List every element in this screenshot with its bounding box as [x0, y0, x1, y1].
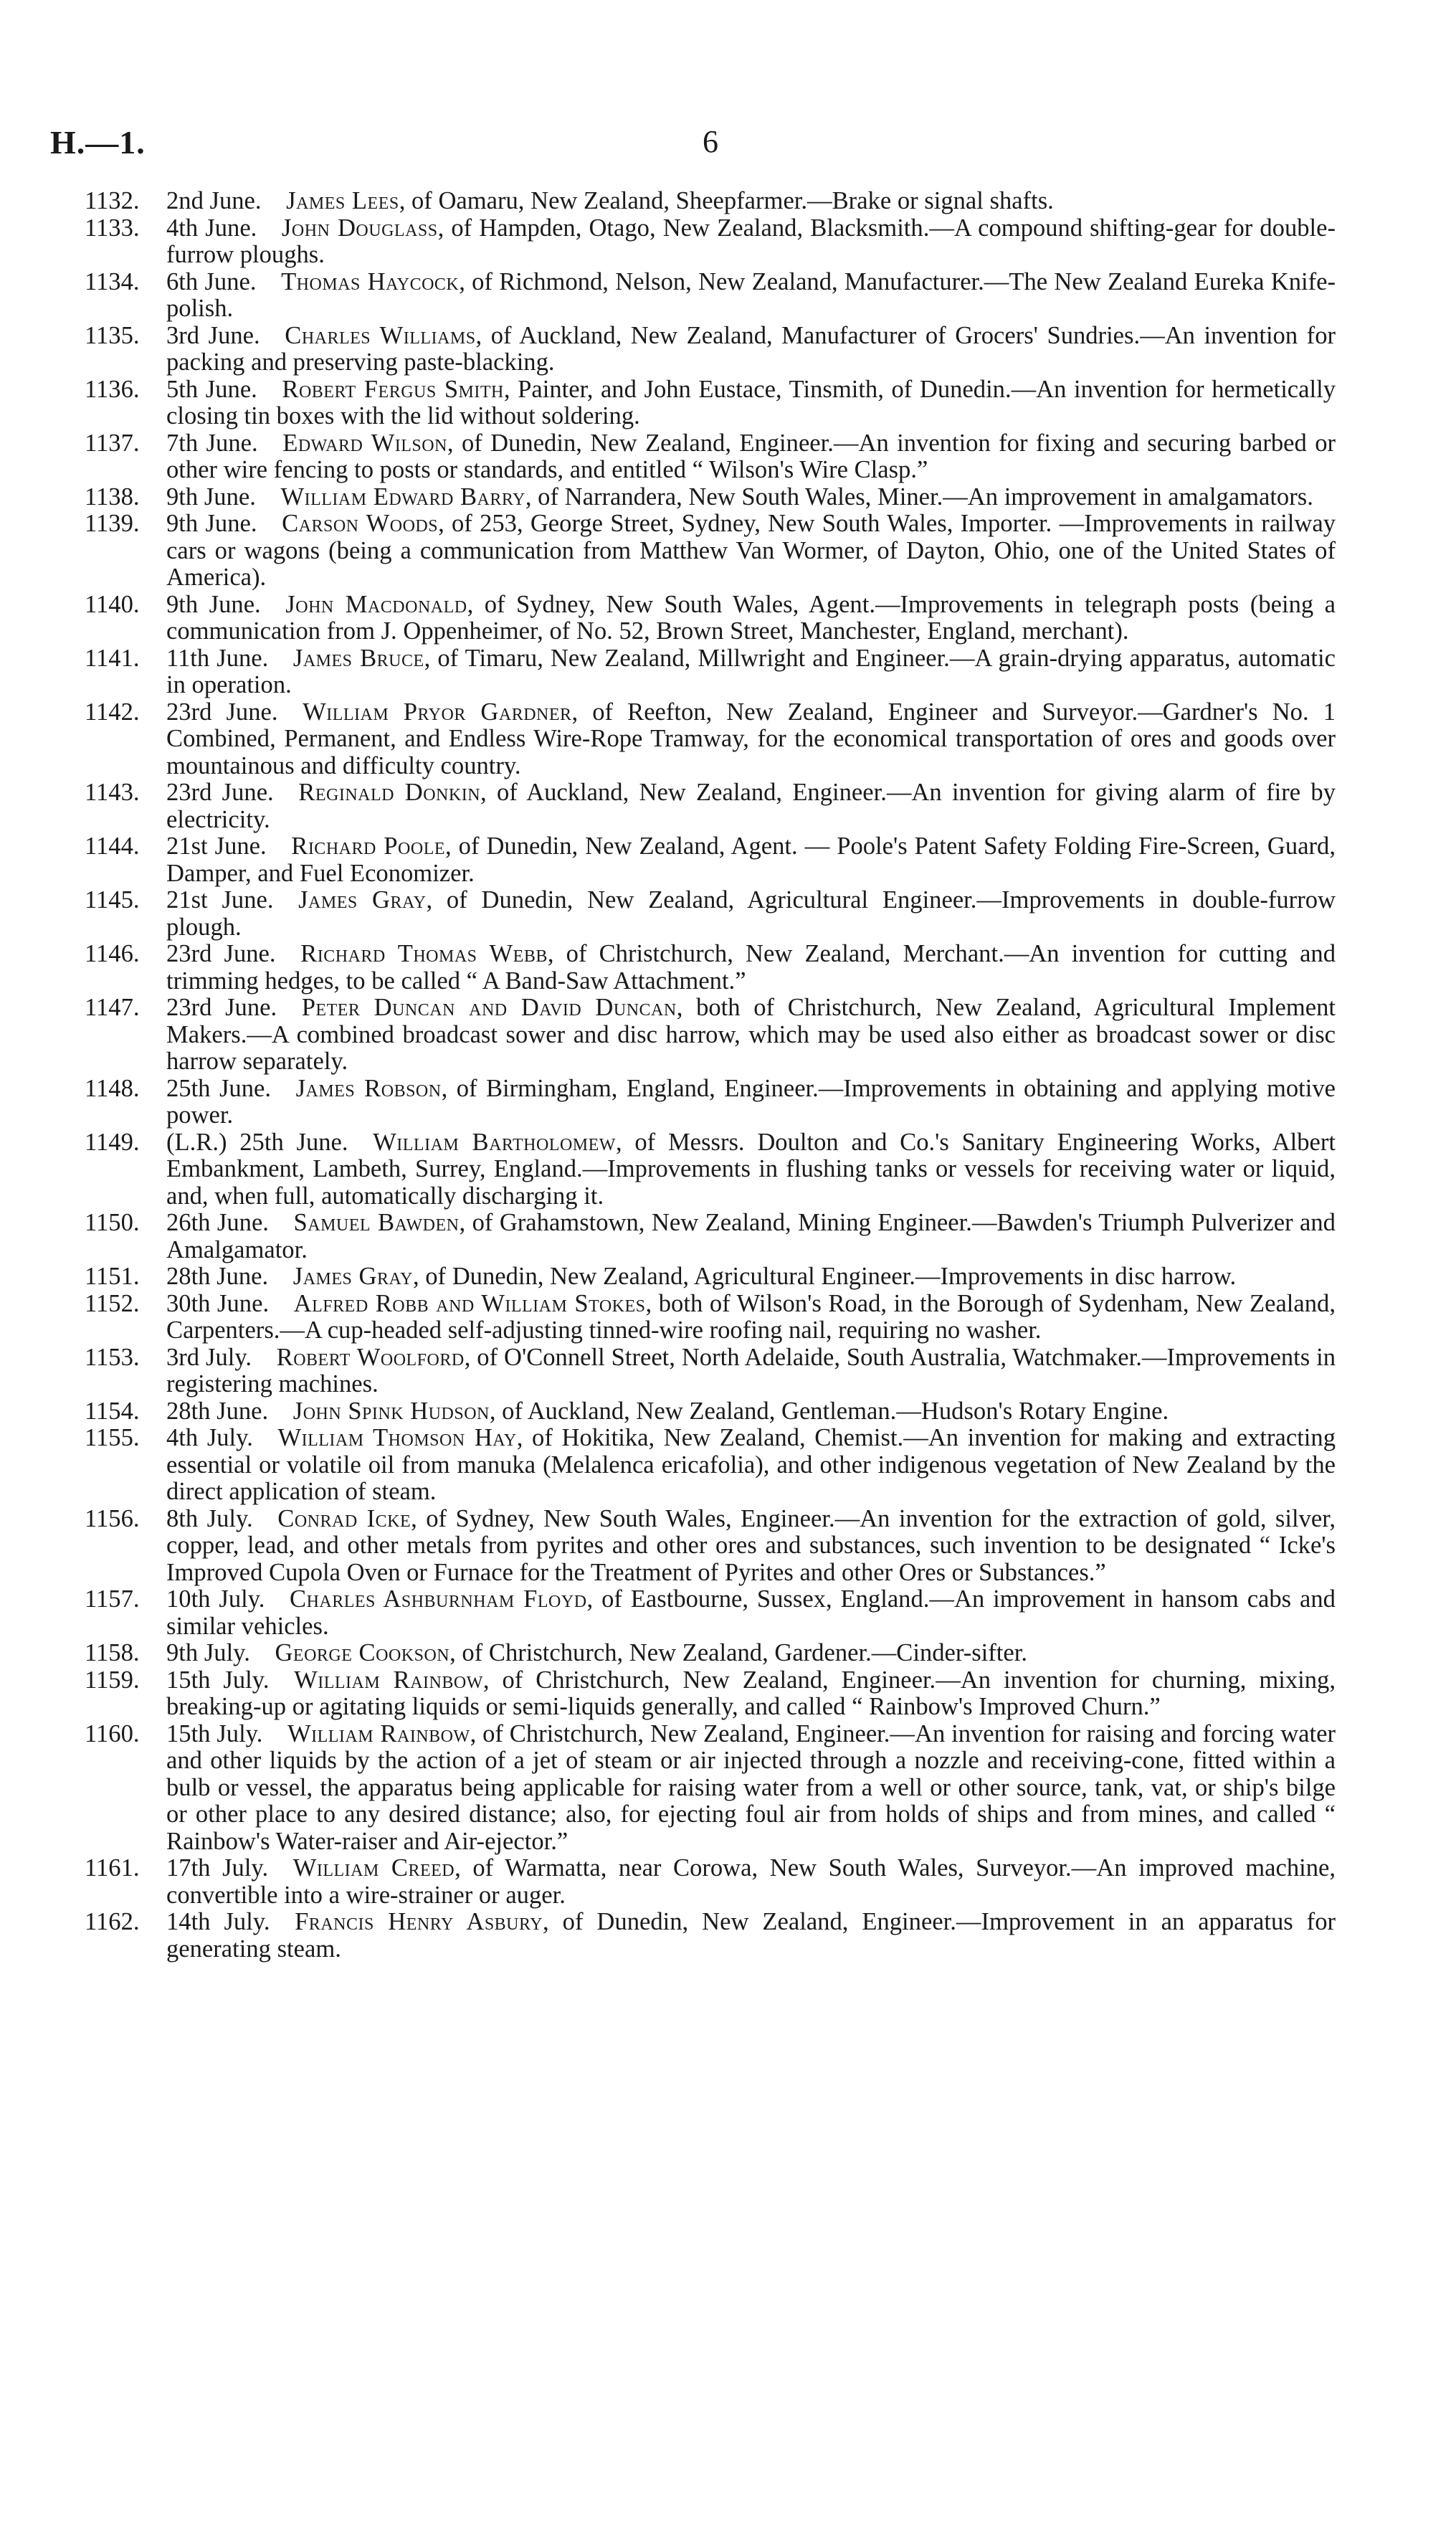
entry-date: 23rd June.	[166, 994, 277, 1021]
entry-details: , of Messrs. Doulton and Co.'s Sanitary Engineering Works, Albert Embankment, Lambeth, Surrey, England.—Improvements in flushing tanks or vessels for receiving water or liquid, and, when full, automatically discharging it.	[166, 1128, 1336, 1210]
applicant-names: William Edward Barry	[280, 483, 525, 511]
entry-details: , of Christchurch, New Zealand, Merchant.—An invention for cutting and trimming hedges, to be called “ A Band-Saw Attachment.”	[166, 940, 1336, 995]
entry-number: 1146.	[85, 940, 140, 967]
entry-number: 1147.	[85, 994, 140, 1021]
entry-date: 8th July.	[166, 1504, 253, 1532]
document-reference: H.—1.	[50, 124, 146, 161]
patent-entry	[85, 511, 1336, 592]
entry-details: , Painter, and John Eustace, Tinsmith, of Dunedin.—An invention for hermetically closing tin boxes with the lid without soldering.	[166, 375, 1336, 430]
entry-number: 1157.	[85, 1585, 140, 1613]
entry-number: 1159.	[85, 1666, 140, 1694]
entry-number: 1155.	[85, 1424, 140, 1451]
entry-details: , of Oamaru, New Zealand, Sheepfarmer.—Brake or signal shafts.	[399, 187, 1054, 214]
patent-entry	[85, 1076, 1336, 1129]
patent-entry-list	[85, 188, 1336, 1963]
applicant-names: William Bartholomew	[373, 1128, 616, 1156]
entry-details: , of Reefton, New Zealand, Engineer and Surveyor.—Gardner's No. 1 Combined, Permanent, and Endless Wire-Rope Tramway, for the economical transportation of ores and goods over mountainous and difficulty country.	[166, 698, 1336, 779]
entry-details: , of Auckland, New Zealand, Gentleman.—Hudson's Rotary Engine.	[489, 1397, 1169, 1425]
patent-entry	[85, 833, 1336, 887]
entry-number: 1156.	[85, 1504, 140, 1532]
applicant-names: Charles Williams	[285, 321, 476, 349]
patent-entry	[85, 995, 1336, 1076]
entry-number: 1134.	[85, 267, 140, 295]
entry-details: , of Dunedin, New Zealand, Engineer.—An invention for fixing and securing barbed or other wire fencing to posts or standards, and entitled “ Wilson's Wire Clasp.”	[166, 429, 1336, 483]
entry-date: 3rd June.	[166, 321, 260, 349]
patent-entry	[85, 269, 1336, 323]
applicant-names: Robert Fergus Smith	[282, 375, 504, 403]
applicant-names: James Gray	[298, 886, 427, 914]
entry-details: , of Richmond, Nelson, New Zealand, Manufacturer.—The New Zealand Eureka Knife-polish.	[166, 267, 1336, 322]
patent-entry	[85, 779, 1336, 833]
entry-date: 23rd June.	[166, 779, 274, 806]
entry-date: 21st June.	[166, 886, 274, 914]
patent-entry	[85, 1667, 1336, 1721]
entry-number: 1139.	[85, 510, 140, 537]
applicant-names: William Pryor Gardner	[303, 698, 572, 726]
applicant-names: James Robson	[295, 1074, 442, 1102]
patent-entry	[85, 1291, 1336, 1344]
applicant-names: John Douglass	[281, 214, 438, 242]
entry-number: 1144.	[85, 832, 140, 860]
entry-details: , of Christchurch, New Zealand, Engineer.—An invention for raising and forcing water and other liquids by the action of a jet of steam or air injected through a nozzle and receiving-cone, fitted within a bulb or vessel, the apparatus being applicable for raising water from a well or other source, tank, vat, or ship's bilge or other place to any desired distance; also, for ejecting foul air from holds of ships and from mines, and called “ Rainbow's Water-raiser and Air-ejector.”	[166, 1719, 1336, 1855]
patent-entry	[85, 1721, 1336, 1856]
applicant-names: Peter Duncan and David Duncan	[301, 994, 677, 1021]
applicant-names: James Bruce	[292, 644, 424, 672]
entry-date: 9th June.	[166, 590, 261, 618]
applicant-names: Francis Henry Asbury	[295, 1908, 543, 1935]
applicant-names: Robert Woolford	[276, 1343, 465, 1371]
applicant-names: William Rainbow	[287, 1719, 470, 1747]
entry-date: 3rd July.	[166, 1343, 252, 1371]
entry-date: 9th June.	[166, 483, 256, 511]
entry-date: (L.R.) 25th June.	[166, 1128, 348, 1156]
entry-date: 28th June.	[166, 1263, 269, 1290]
applicant-names: Samuel Bawden	[293, 1209, 460, 1236]
entry-date: 2nd June.	[166, 187, 262, 214]
entry-number: 1160.	[85, 1719, 140, 1747]
applicant-names: John Spink Hudson	[292, 1397, 490, 1425]
entry-date: 25th June.	[166, 1074, 271, 1102]
applicant-names: Richard Thomas Webb	[300, 940, 548, 967]
entry-details: , of Auckland, New Zealand, Manufacturer of Grocers' Sundries.—An invention for packing and preserving paste-blacking.	[166, 321, 1336, 376]
entry-details: , of Auckland, New Zealand, Engineer.—An invention for giving alarm of fire by electricity.	[166, 779, 1336, 833]
patent-entry	[85, 887, 1336, 941]
patent-entry	[85, 1425, 1336, 1506]
applicant-names: William Thomson Hay	[277, 1424, 517, 1451]
applicant-names: Charles Ashburnham Floyd	[290, 1585, 587, 1613]
patent-entry	[85, 323, 1336, 376]
entry-number: 1141.	[85, 644, 140, 672]
entry-number: 1153.	[85, 1343, 140, 1371]
entry-date: 30th June.	[166, 1289, 270, 1317]
entry-number: 1136.	[85, 375, 140, 403]
page-number: 6	[703, 124, 718, 159]
entry-number: 1149.	[85, 1128, 140, 1156]
entry-date: 26th June.	[166, 1209, 269, 1236]
entry-number: 1148.	[85, 1074, 140, 1102]
applicant-names: James Gray	[292, 1263, 413, 1290]
entry-number: 1145.	[85, 886, 140, 914]
entry-date: 4th July.	[166, 1424, 253, 1451]
entry-number: 1162.	[85, 1908, 140, 1935]
patent-entry	[85, 430, 1336, 484]
entry-date: 4th June.	[166, 214, 257, 242]
patent-entry	[85, 1506, 1336, 1587]
patent-entry	[85, 1210, 1336, 1263]
entry-details: , of O'Connell Street, North Adelaide, South Australia, Watchmaker.—Improvements in registering machines.	[166, 1343, 1336, 1398]
entry-date: 15th July.	[166, 1666, 270, 1694]
patent-entry	[85, 1855, 1336, 1909]
entry-number: 1151.	[85, 1263, 140, 1290]
patent-entry	[85, 1640, 1336, 1667]
patent-entry	[85, 1263, 1336, 1291]
entry-date: 7th June.	[166, 429, 258, 457]
applicant-names: Carson Woods	[282, 510, 439, 537]
entry-date: 5th June.	[166, 375, 257, 403]
page-header	[50, 123, 1405, 166]
entry-number: 1138.	[85, 483, 140, 511]
entry-details: , of Dunedin, New Zealand, Agricultural Engineer.—Improvements in double-furrow plough.	[166, 886, 1336, 941]
applicant-names: William Rainbow	[294, 1666, 483, 1694]
patent-entry	[85, 1129, 1336, 1210]
entry-details: , of Hampden, Otago, New Zealand, Blacksmith.—A compound shifting-gear for double-furrow ploughs.	[166, 214, 1336, 268]
entry-details: , of Hokitika, New Zealand, Chemist.—An invention for making and extracting essential or volatile oil from manuka (Melalenca ericafolia), and other indigenous vegetation of New Zealand by the direct application of steam.	[166, 1424, 1336, 1505]
entry-number: 1142.	[85, 698, 140, 726]
patent-entry	[85, 188, 1336, 215]
entry-number: 1161.	[85, 1854, 140, 1882]
patent-entry	[85, 645, 1336, 699]
applicant-names: James Lees	[286, 187, 399, 214]
patent-entry	[85, 1909, 1336, 1963]
applicant-names: John Macdonald	[285, 590, 467, 618]
entry-number: 1150.	[85, 1209, 140, 1236]
entry-details: , of Grahamstown, New Zealand, Mining Engineer.—Bawden's Triumph Pulverizer and Amalgamator.	[166, 1209, 1336, 1263]
entry-details: , of Christchurch, New Zealand, Engineer.—An invention for churning, mixing, breaking-up or agitating liquids or semi-liquids generally, and called “ Rainbow's Improved Churn.”	[166, 1666, 1336, 1720]
entry-date: 6th June.	[166, 267, 257, 295]
patent-entry	[85, 376, 1336, 430]
applicant-names: George Cookson	[275, 1639, 450, 1666]
entry-number: 1137.	[85, 429, 140, 457]
entry-number: 1135.	[85, 321, 140, 349]
entry-number: 1154.	[85, 1397, 140, 1425]
entry-date: 28th June.	[166, 1397, 269, 1425]
entry-details: , of Timaru, New Zealand, Millwright and Engineer.—A grain-drying apparatus, automatic in operation.	[166, 644, 1336, 698]
entry-details: , both of Christchurch, New Zealand, Agricultural Implement Makers.—A combined broadcast sower and disc harrow, which may be used also either as broadcast sower or disc harrow separately.	[166, 994, 1336, 1075]
patent-entry	[85, 215, 1336, 269]
entry-details: , of 253, George Street, Sydney, New South Wales, Importer. —Improvements in railway cars or wagons (being a communication from Matthew Van Wormer, of Dayton, Ohio, one of the United States of America).	[166, 510, 1336, 591]
entry-date: 11th June.	[166, 644, 269, 672]
entry-details: , of Birmingham, England, Engineer.—Improvements in obtaining and applying motive power.	[166, 1074, 1336, 1129]
entry-number: 1132.	[85, 187, 140, 214]
applicant-names: Thomas Haycock	[281, 267, 460, 295]
entry-details: , of Sydney, New South Wales, Agent.—Improvements in telegraph posts (being a communication from J. Oppenheimer, of No. 52, Brown Street, Manchester, England, merchant).	[166, 590, 1336, 645]
entry-details: , of Dunedin, New Zealand, Engineer.—Improvement in an apparatus for generating steam.	[166, 1908, 1336, 1963]
applicant-names: Alfred Robb and William Stokes	[293, 1289, 646, 1317]
entry-number: 1158.	[85, 1639, 140, 1666]
patent-entry	[85, 1586, 1336, 1640]
entry-details: , of Eastbourne, Sussex, England.—An improvement in hansom cabs and similar vehicles.	[166, 1585, 1336, 1640]
patent-entry	[85, 592, 1336, 645]
entry-details: , of Christchurch, New Zealand, Gardener.—Cinder-sifter.	[449, 1639, 1028, 1666]
patent-entry	[85, 1344, 1336, 1398]
applicant-names: William Creed	[292, 1854, 455, 1882]
entry-date: 23rd June.	[166, 940, 276, 967]
entry-details: , of Warmatta, near Corowa, New South Wales, Surveyor.—An improved machine, convertible into a wire-strainer or auger.	[166, 1854, 1336, 1909]
patent-entry	[85, 699, 1336, 780]
entry-date: 9th June.	[166, 510, 257, 537]
entry-number: 1140.	[85, 590, 140, 618]
entry-date: 17th July.	[166, 1854, 269, 1882]
entry-date: 14th July.	[166, 1908, 270, 1935]
applicant-names: Richard Poole	[291, 832, 446, 860]
entry-date: 21st June.	[166, 832, 267, 860]
entry-details: , both of Wilson's Road, in the Borough of Sydenham, New Zealand, Carpenters.—A cup-headed self-adjusting tinned-wire roofing nail, requiring no washer.	[166, 1289, 1336, 1344]
patent-entry	[85, 941, 1336, 995]
entry-number: 1143.	[85, 779, 140, 806]
patent-entry	[85, 1398, 1336, 1425]
entry-date: 23rd June.	[166, 698, 278, 726]
patent-entry	[85, 484, 1336, 511]
entry-date: 10th July.	[166, 1585, 265, 1613]
applicant-names: Reginald Donkin	[298, 779, 481, 806]
entry-details: , of Dunedin, New Zealand, Agent. — Poole's Patent Safety Folding Fire-Screen, Guard, Damper, and Fuel Economizer.	[166, 832, 1336, 887]
entry-date: 9th July.	[166, 1639, 250, 1666]
entry-number: 1133.	[85, 214, 140, 242]
entry-number: 1152.	[85, 1289, 140, 1317]
entry-date: 15th July.	[166, 1719, 263, 1747]
entry-details: , of Dunedin, New Zealand, Agricultural Engineer.—Improvements in disc harrow.	[412, 1263, 1237, 1290]
applicant-names: Conrad Icke	[277, 1504, 411, 1532]
applicant-names: Edward Wilson	[282, 429, 447, 457]
entry-details: , of Sydney, New South Wales, Engineer.—An invention for the extraction of gold, silver, copper, lead, and other metals from pyrites and other ores and substances, such invention to be designated “ Icke's Improved Cupola Oven or Furnace for the Treatment of Pyrites and other Ores or Substances.”	[166, 1504, 1336, 1586]
entry-details: , of Narrandera, New South Wales, Miner.—An improvement in amalgamators.	[525, 483, 1313, 511]
